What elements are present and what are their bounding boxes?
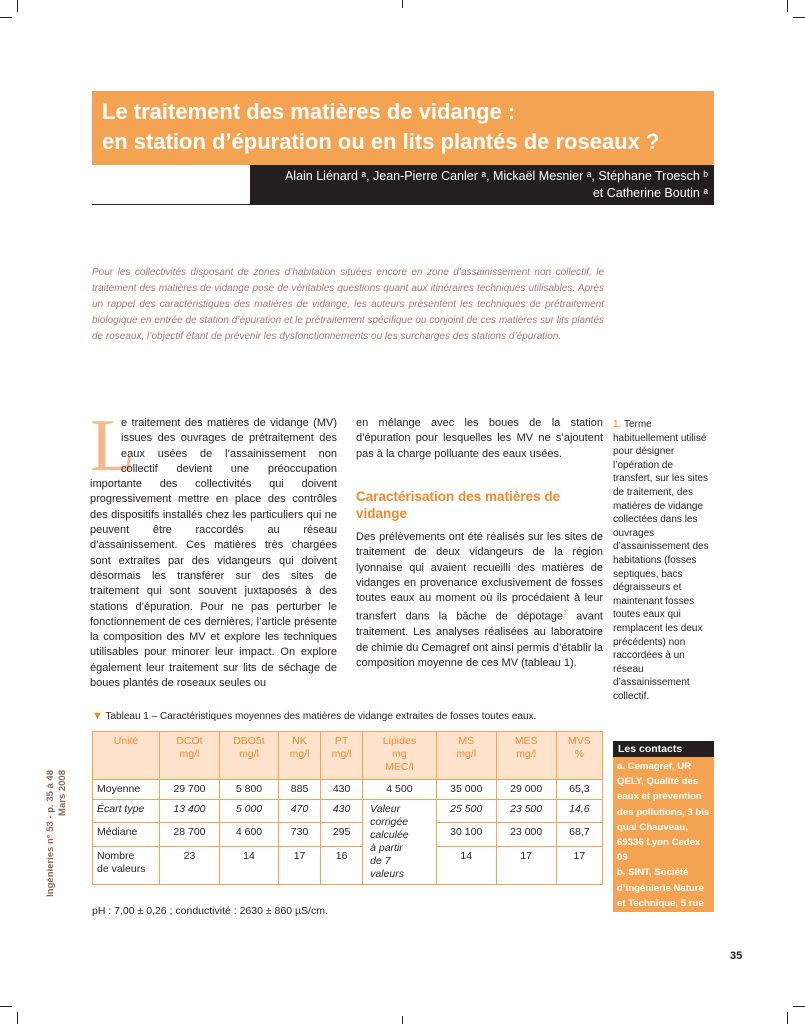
table-caption: [92, 709, 612, 724]
page-number: 35: [730, 950, 743, 962]
table-header-cell: DCOt mg/l: [160, 732, 220, 780]
crop-mark: [17, 1012, 18, 1024]
footnote-number: 1.: [613, 419, 622, 430]
table-cell: 730: [279, 823, 321, 846]
divider: [92, 204, 250, 205]
crop-mark: [17, 0, 18, 12]
table-cell: 430: [321, 780, 363, 800]
table-row: [93, 846, 603, 884]
crop-mark: [0, 17, 12, 18]
contacts-box: [613, 757, 714, 940]
table-cell: 5 800: [219, 780, 278, 800]
crop-mark: [793, 17, 805, 18]
table-cell: 17: [496, 846, 556, 884]
table-cell: 5 000: [219, 800, 278, 823]
crop-mark: [0, 1006, 12, 1007]
table-cell: 30 100: [436, 823, 496, 846]
table-cell: 23 500: [496, 800, 556, 823]
crop-mark: [787, 0, 788, 12]
table-cell: 16: [321, 846, 363, 884]
table-cell: 4 500: [363, 780, 437, 800]
authors-line-2: et Catherine Boutin ᵃ: [592, 186, 708, 200]
body-text-2b-part1: Des prélèvements ont été réalisés sur les sites de traitement de deux vidangeurs de la région lyonnaise qui avaient recueilli des matières de vidanges en provenance exclusivement de fosses toutes eaux au moment où ils procédaient à leur transfert dans la bâche de dépotage: [356, 531, 603, 624]
table-caption-text: Tableau 1 – Caractéristiques moyennes des matières de vidange extraites de fosses toutes eaux.: [102, 711, 537, 722]
table-footer: pH : 7,00 ± 0,26 ; conductivité : 2630 ± 860 µS/cm.: [92, 905, 328, 917]
authors-line-1: Alain Liénard ᵃ, Jean-Pierre Canler ᵃ, Mickaël Mesnier ᵃ, Stéphane Troesch ᵇ: [284, 169, 708, 183]
row-label: Écart type: [93, 800, 160, 823]
drop-cap: L: [90, 405, 136, 487]
title-line-1: Le traitement des matières de vidange :: [102, 99, 516, 124]
table-cell: 14: [219, 846, 278, 884]
section-heading: Caractérisation des matières de vidange: [356, 489, 561, 521]
lipides-note: Valeur corrigée calculée à partir de 7 valeurs: [363, 800, 437, 885]
body-column-2: en mélange avec les boues de la station d’épuration pour lesquelles les MV ne s’ajoutent pas à la charge polluante des eaux usées.: [356, 417, 603, 460]
table-cell: 65,3: [556, 780, 602, 800]
journal-reference-line-1: Ingénieries n° 53 - p. 35 à 48: [45, 770, 56, 897]
table-header-cell: MS mg/l: [436, 732, 496, 780]
table-cell: 885: [279, 780, 321, 800]
article-title: [102, 97, 712, 157]
footnote-ref[interactable]: 1: [562, 610, 567, 618]
journal-reference: [45, 770, 77, 900]
table-cell: 295: [321, 823, 363, 846]
table-header-cell: Lipides mg MEC/l: [363, 732, 437, 780]
contact-b: b. SINT, Société d’ingénierie Nature et Technique, 5 rue Boyd, 73100 Aix-les-Bains: [617, 867, 710, 940]
table-header-cell: MVS %: [556, 732, 602, 780]
table-row: [93, 780, 603, 800]
table-cell: 29 700: [160, 780, 220, 800]
table-cell: 14,6: [556, 800, 602, 823]
crop-mark: [402, 1016, 403, 1024]
contact-a: a. Cemagref, UR QELY, Qualité des eaux et prévention des pollutions, 3 bis quai Chauveau, 69336 Lyon Cedex 09: [617, 761, 710, 864]
data-table: [92, 731, 603, 885]
authors: [256, 168, 708, 202]
table-cell: 17: [279, 846, 321, 884]
table-row: [93, 823, 603, 846]
table-cell: 4 600: [219, 823, 278, 846]
table-header-row: [93, 732, 603, 780]
body-text-1: e traitement des matières de vidange (MV) issues des ouvrages de prétraitement des eaux usées de l’assainissement non collectif devient une préoccupation importante des collectivités qui doivent progressivement mettre en place des contrôles des dispositifs installés chez les particuliers qui ne peuvent être raccordés au réseau d’assainissement. Ces matières très chargées sont extraites par des vidangeurs qui doivent désormais les transférer sur des sites de traitement qui sont souvent juxtaposés à des stations d’épuration. Pour ne pas perturber le fonctionnement de ces dernières, l’article présente la composition des MV et explore les techniques utilisables pour minorer leur impact. On explore également leur traitement sur lits de séchage de boues plantés de roseaux seules ou: [90, 417, 337, 690]
table-cell: 14: [436, 846, 496, 884]
body-text-2b-part2: avant traitement. Les analyses réalisées au laboratoire de chimie du Cemagref ont ainsi permis d’établir la composition moyenne de ces MV (tableau 1).: [356, 611, 604, 670]
table-header-cell: Unité: [93, 732, 160, 780]
journal-reference-line-2: Mars 2008: [57, 770, 68, 816]
table-cell: 23: [160, 846, 220, 884]
caption-triangle-icon: ▼: [92, 710, 103, 722]
table-cell: 23 000: [496, 823, 556, 846]
crop-mark: [793, 1006, 805, 1007]
table-header-cell: DBO5t mg/l: [219, 732, 278, 780]
table-cell: 17: [556, 846, 602, 884]
body-column-1: [90, 405, 337, 691]
table-row: [93, 800, 603, 823]
row-label: Moyenne: [93, 780, 160, 800]
table-cell: 35 000: [436, 780, 496, 800]
title-line-2: en station d’épuration ou en lits plantés de roseaux ?: [102, 129, 660, 154]
body-column-2b: [356, 530, 603, 671]
table-cell: 470: [279, 800, 321, 823]
table-header-cell: PT mg/l: [321, 732, 363, 780]
table-cell: 25 500: [436, 800, 496, 823]
abstract: Pour les collectivités disposant de zones d’habitation situées encore en zone d’assainissement non collectif, le traitement des matières de vidange pose de véritables questions quant aux itinéraires techniques utilisables. Après un rappel des caractéristiques des matières de vidange, les auteurs présentent les techniques de prétraitement biologique en entrée de station d’épuration et le prétraitement spécifique ou conjoint de ces matières sur lits plantés de roseaux, l’objectif étant de prévenir les dysfonctionnements ou les surcharges des stations d’épuration.: [92, 267, 604, 342]
table-header-cell: MES mg/l: [496, 732, 556, 780]
table-cell: 13 400: [160, 800, 220, 823]
footnote: [613, 418, 713, 703]
table-cell: 430: [321, 800, 363, 823]
crop-mark: [787, 1012, 788, 1024]
table-header-cell: NK mg/l: [279, 732, 321, 780]
footnote-text: Terme habituellement utilisé pour désigner l’opération de transfert, sur les sites de traitement, des matières de vidange collectées dans les ouvrages d’assainissement des habitations (fosses septiques, bacs dégraisseurs et maintenant fosses toutes eaux qui remplacent les deux précédents) non raccordées à un réseau d’assainissement collectif.: [613, 419, 709, 702]
crop-mark: [402, 0, 403, 8]
row-label: Nombre de valeurs: [93, 846, 160, 884]
row-label: Médiane: [93, 823, 160, 846]
table-cell: 68,7: [556, 823, 602, 846]
contacts-title: Les contacts: [613, 741, 714, 757]
table-cell: 29 000: [496, 780, 556, 800]
table-cell: 28 700: [160, 823, 220, 846]
